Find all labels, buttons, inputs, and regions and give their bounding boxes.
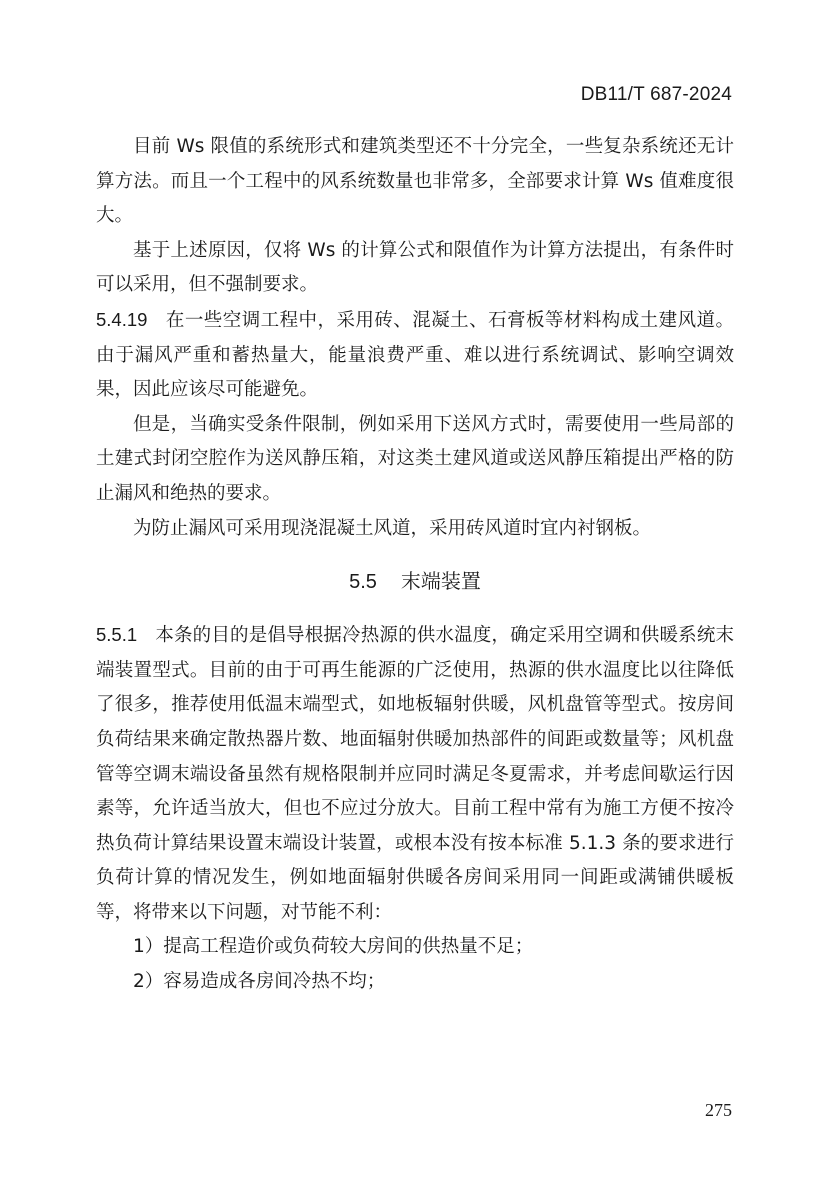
paragraph-plenum: 但是，当确实受条件限制，例如采用下送风方式时，需要使用一些局部的土建式封闭空腔作为送风静压箱，对这类土建风道或送风静压箱提出严格的防止漏风和绝热的要求。 [96, 413, 734, 504]
section-title: 末端装置 [400, 569, 481, 594]
clause-5-5-1 [96, 618, 734, 930]
paragraph-leak-prevention: 为防止漏风可采用现浇混凝土风道，采用砖风道时宜内衬钢板。 [133, 517, 652, 539]
list-item: 2）容易造成各房间冷热不均； [133, 971, 386, 993]
page-number: 275 [705, 1100, 732, 1120]
clause-text: 本条的目的是倡导根据冷热源的供水温度，确定采用空调和供暖系统末端装置型式。目前的由于可再生能源的广泛使用，热源的供水温度比以往降低了很多，推荐使用低温末端型式，如地板辐射供暖，风机盘管等型式。按房间负荷结果来确定散热器片数、地面辐射供暖加热部件的间距或数量等；风机盘管等空调末端设备虽然有规格限制并应同时满足冬夏需求，并考虑间歇运行因素等，允许适当放大，但也不应过分放大。目前工程中常有为施工方便不按冷热负荷计算结果设置末端设计装置，或根本没有按本标准 5.1.3 条的要求进行负荷计算的情况发生，例如地面辐射供暖各房间采用同一间距或满铺供暖板等，将带来以下问题，对节能不利： [96, 625, 734, 923]
paragraph-ws-limits: 目前 Ws 限值的系统形式和建筑类型还不十分完全，一些复杂系统还无计算方法。而且一个工程中的风系统数量也非常多，全部要求计算 Ws 值难度很大。 [96, 136, 734, 227]
document-code: DB11/T 687-2024 [580, 84, 732, 105]
section-number: 5.5 [349, 571, 377, 594]
list-item: 1）提高工程造价或负荷较大房间的供热量不足； [133, 936, 534, 958]
clause-number: 5.5.1 [96, 624, 138, 646]
document-body [96, 130, 734, 1000]
paragraph-ws-reason: 基于上述原因，仅将 Ws 的计算公式和限值作为计算方法提出，有条件时可以采用，但不强制要求。 [96, 239, 734, 296]
clause-text: 在一些空调工程中，采用砖、混凝土、石膏板等材料构成土建风道。由于漏风严重和蓄热量大，能量浪费严重、难以进行系统调试、影响空调效果，因此应该尽可能避免。 [96, 309, 734, 401]
clause-number: 5.4.19 [96, 308, 148, 330]
clause-5-4-19 [96, 303, 734, 408]
section-heading [96, 564, 734, 599]
